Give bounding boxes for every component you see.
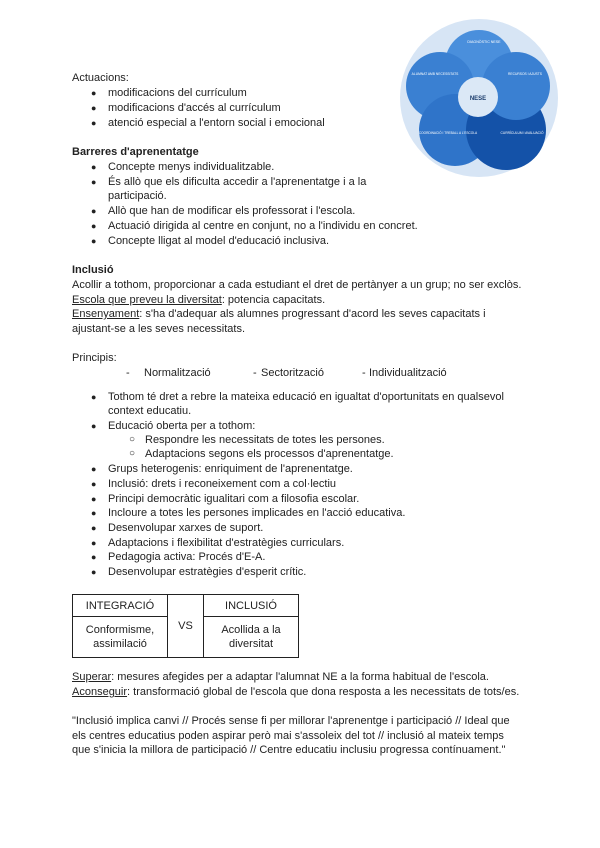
ensenyament-line bbox=[72, 307, 486, 321]
inclusio-definition: Acollir a tothom, proporcionar a cada estudiant el dret de pertànyer a un grup; no ser exclòs. bbox=[72, 279, 522, 291]
bullet: ● bbox=[91, 221, 97, 231]
left-label: ALUMNAT AMB NECESSITATS bbox=[411, 72, 459, 76]
vs-cell: VS bbox=[168, 595, 204, 658]
bullet: ● bbox=[91, 552, 97, 562]
principis-item: Pedagogia activa: Procés d'E-A. bbox=[108, 551, 266, 563]
ensenyament-line-cont: ajustant-se a les seves necessitats. bbox=[72, 323, 246, 335]
actuacions-title: Actuacions: bbox=[72, 72, 129, 84]
bullet: ● bbox=[91, 236, 97, 246]
principis-subitem: Respondre les necessitats de totes les persones. bbox=[145, 434, 385, 446]
bullet: ● bbox=[91, 567, 97, 577]
barreres-item: Allò que han de modificar els professorat i l'escola. bbox=[108, 205, 356, 217]
actuacions-item: modificacions d'accés al currículum bbox=[108, 102, 281, 114]
ensenyament-label: Ensenyament bbox=[72, 308, 140, 320]
principi-normalitzacio: Normalització bbox=[144, 367, 211, 379]
inclusio-line2: diversitat bbox=[228, 638, 274, 650]
barreres-item: Actuació dirigida al centre en conjunt, no a l'individu en concret. bbox=[108, 220, 418, 232]
bottom-left-label: COORDINACIÓ I TREBALL A L'ESCOLA bbox=[418, 131, 478, 135]
barreres-title: Barreres d'aprenentatge bbox=[72, 146, 199, 158]
integracio-header: INTEGRACIÓ bbox=[73, 595, 168, 617]
bullet: ● bbox=[91, 392, 97, 402]
principis-item: Principi democràtic igualitari com a filosofia escolar. bbox=[108, 493, 360, 505]
principi-individualitzacio: Individualització bbox=[369, 367, 447, 379]
bullet: ● bbox=[91, 206, 97, 216]
inclusio-header: INCLUSIÓ bbox=[204, 595, 299, 617]
comparison-table bbox=[72, 594, 299, 658]
integracio-line1: Conformisme, bbox=[85, 624, 155, 636]
bullet: ● bbox=[91, 479, 97, 489]
principis-item: Desenvolupar xarxes de suport. bbox=[108, 522, 264, 534]
bullet: ● bbox=[91, 88, 97, 98]
ensenyament-text: : s'ha d'adequar als alumnes progressant d'acord les seves capacitats i bbox=[139, 308, 486, 320]
sub-bullet: ○ bbox=[129, 448, 136, 459]
principis-item: Grups heterogenis: enriquiment de l'aprenentatge. bbox=[108, 463, 353, 475]
right-label: RECURSOS I AJUSTS bbox=[508, 72, 542, 76]
superar-text: : mesures afegides per a adaptar l'alumnat NE a la forma habitual de l'escola. bbox=[111, 671, 489, 683]
barreres-item: Concepte lligat al model d'educació inclusiva. bbox=[108, 235, 330, 247]
quote-line-2: els centres educatius poden aspirar però mai s'assoleix del tot // inclusió al mateix temps bbox=[72, 730, 504, 742]
inclusio-line1: Acollida a la bbox=[221, 624, 281, 636]
principis-item: Adaptacions i flexibilitat d'estratègies curriculars. bbox=[108, 537, 345, 549]
principis-item: Inclusió: drets i reconeixement com a col·lectiu bbox=[108, 478, 337, 490]
aconseguir-line bbox=[72, 685, 519, 699]
principi-sectoritzacio: Sectorització bbox=[261, 367, 324, 379]
dash: - bbox=[126, 367, 130, 379]
bullet: ● bbox=[91, 103, 97, 113]
bullet: ● bbox=[91, 421, 97, 431]
bullet: ● bbox=[91, 162, 97, 172]
bullet: ● bbox=[91, 177, 97, 187]
bullet: ● bbox=[91, 508, 97, 518]
sub-bullet: ○ bbox=[129, 434, 136, 445]
principis-item: Incloure a totes les persones implicades en l'acció educativa. bbox=[108, 507, 406, 519]
barreres-item-cont: participació. bbox=[108, 190, 167, 202]
bullet: ● bbox=[91, 464, 97, 474]
escola-text: : potencia capacitats. bbox=[221, 294, 326, 306]
bullet: ● bbox=[91, 538, 97, 548]
principis-title: Principis: bbox=[72, 352, 117, 364]
inclusio-cell bbox=[204, 617, 299, 658]
nese-venn-diagram bbox=[398, 18, 560, 178]
principis-item-cont: context educatiu. bbox=[108, 405, 192, 417]
quote-line-1: "Inclusió implica canvi // Procés sense fi per millorar l'aprenentge i participació // Ideal que bbox=[72, 715, 510, 727]
escola-label: Escola que preveu la diversitat bbox=[72, 294, 222, 306]
escola-line bbox=[72, 293, 325, 307]
integracio-cell bbox=[73, 617, 168, 658]
dash: - bbox=[253, 367, 257, 379]
integracio-line2: assimilació bbox=[93, 638, 147, 650]
quote-line-3: que s'inicia la millora de participació // Centre educatiu inclusiu progressa contínuament." bbox=[72, 744, 506, 756]
principis-item: Tothom té dret a rebre la mateixa educació en igualtat d'oportunitats en qualsevol bbox=[108, 391, 504, 403]
bullet: ● bbox=[91, 118, 97, 128]
actuacions-item: modificacions del currículum bbox=[108, 87, 247, 99]
bullet: ● bbox=[91, 494, 97, 504]
superar-line bbox=[72, 670, 489, 684]
barreres-item: És allò que els dificulta accedir a l'aprenentatge i a la bbox=[108, 176, 367, 188]
bottom-right-label: CURRÍCULUM I AVALUACIÓ bbox=[500, 131, 544, 135]
principis-subitem: Adaptacions segons els processos d'aprenentatge. bbox=[145, 448, 394, 460]
top-label: DIAGNÒSTIC NESE bbox=[467, 40, 501, 44]
aconseguir-label: Aconseguir bbox=[72, 686, 128, 698]
inclusio-title: Inclusió bbox=[72, 264, 114, 276]
bullet: ● bbox=[91, 523, 97, 533]
actuacions-item: atenció especial a l'entorn social i emocional bbox=[108, 117, 325, 129]
principis-item: Desenvolupar estratègies d'esperit crític. bbox=[108, 566, 307, 578]
dash: - bbox=[362, 367, 366, 379]
principis-item: Educació oberta per a tothom: bbox=[108, 420, 256, 432]
aconseguir-text: : transformació global de l'escola que dona resposta a les necessitats de tots/es. bbox=[127, 686, 520, 698]
superar-label: Superar bbox=[72, 671, 112, 683]
center-label: NESE bbox=[469, 96, 487, 102]
barreres-item: Concepte menys individualitzable. bbox=[108, 161, 275, 173]
